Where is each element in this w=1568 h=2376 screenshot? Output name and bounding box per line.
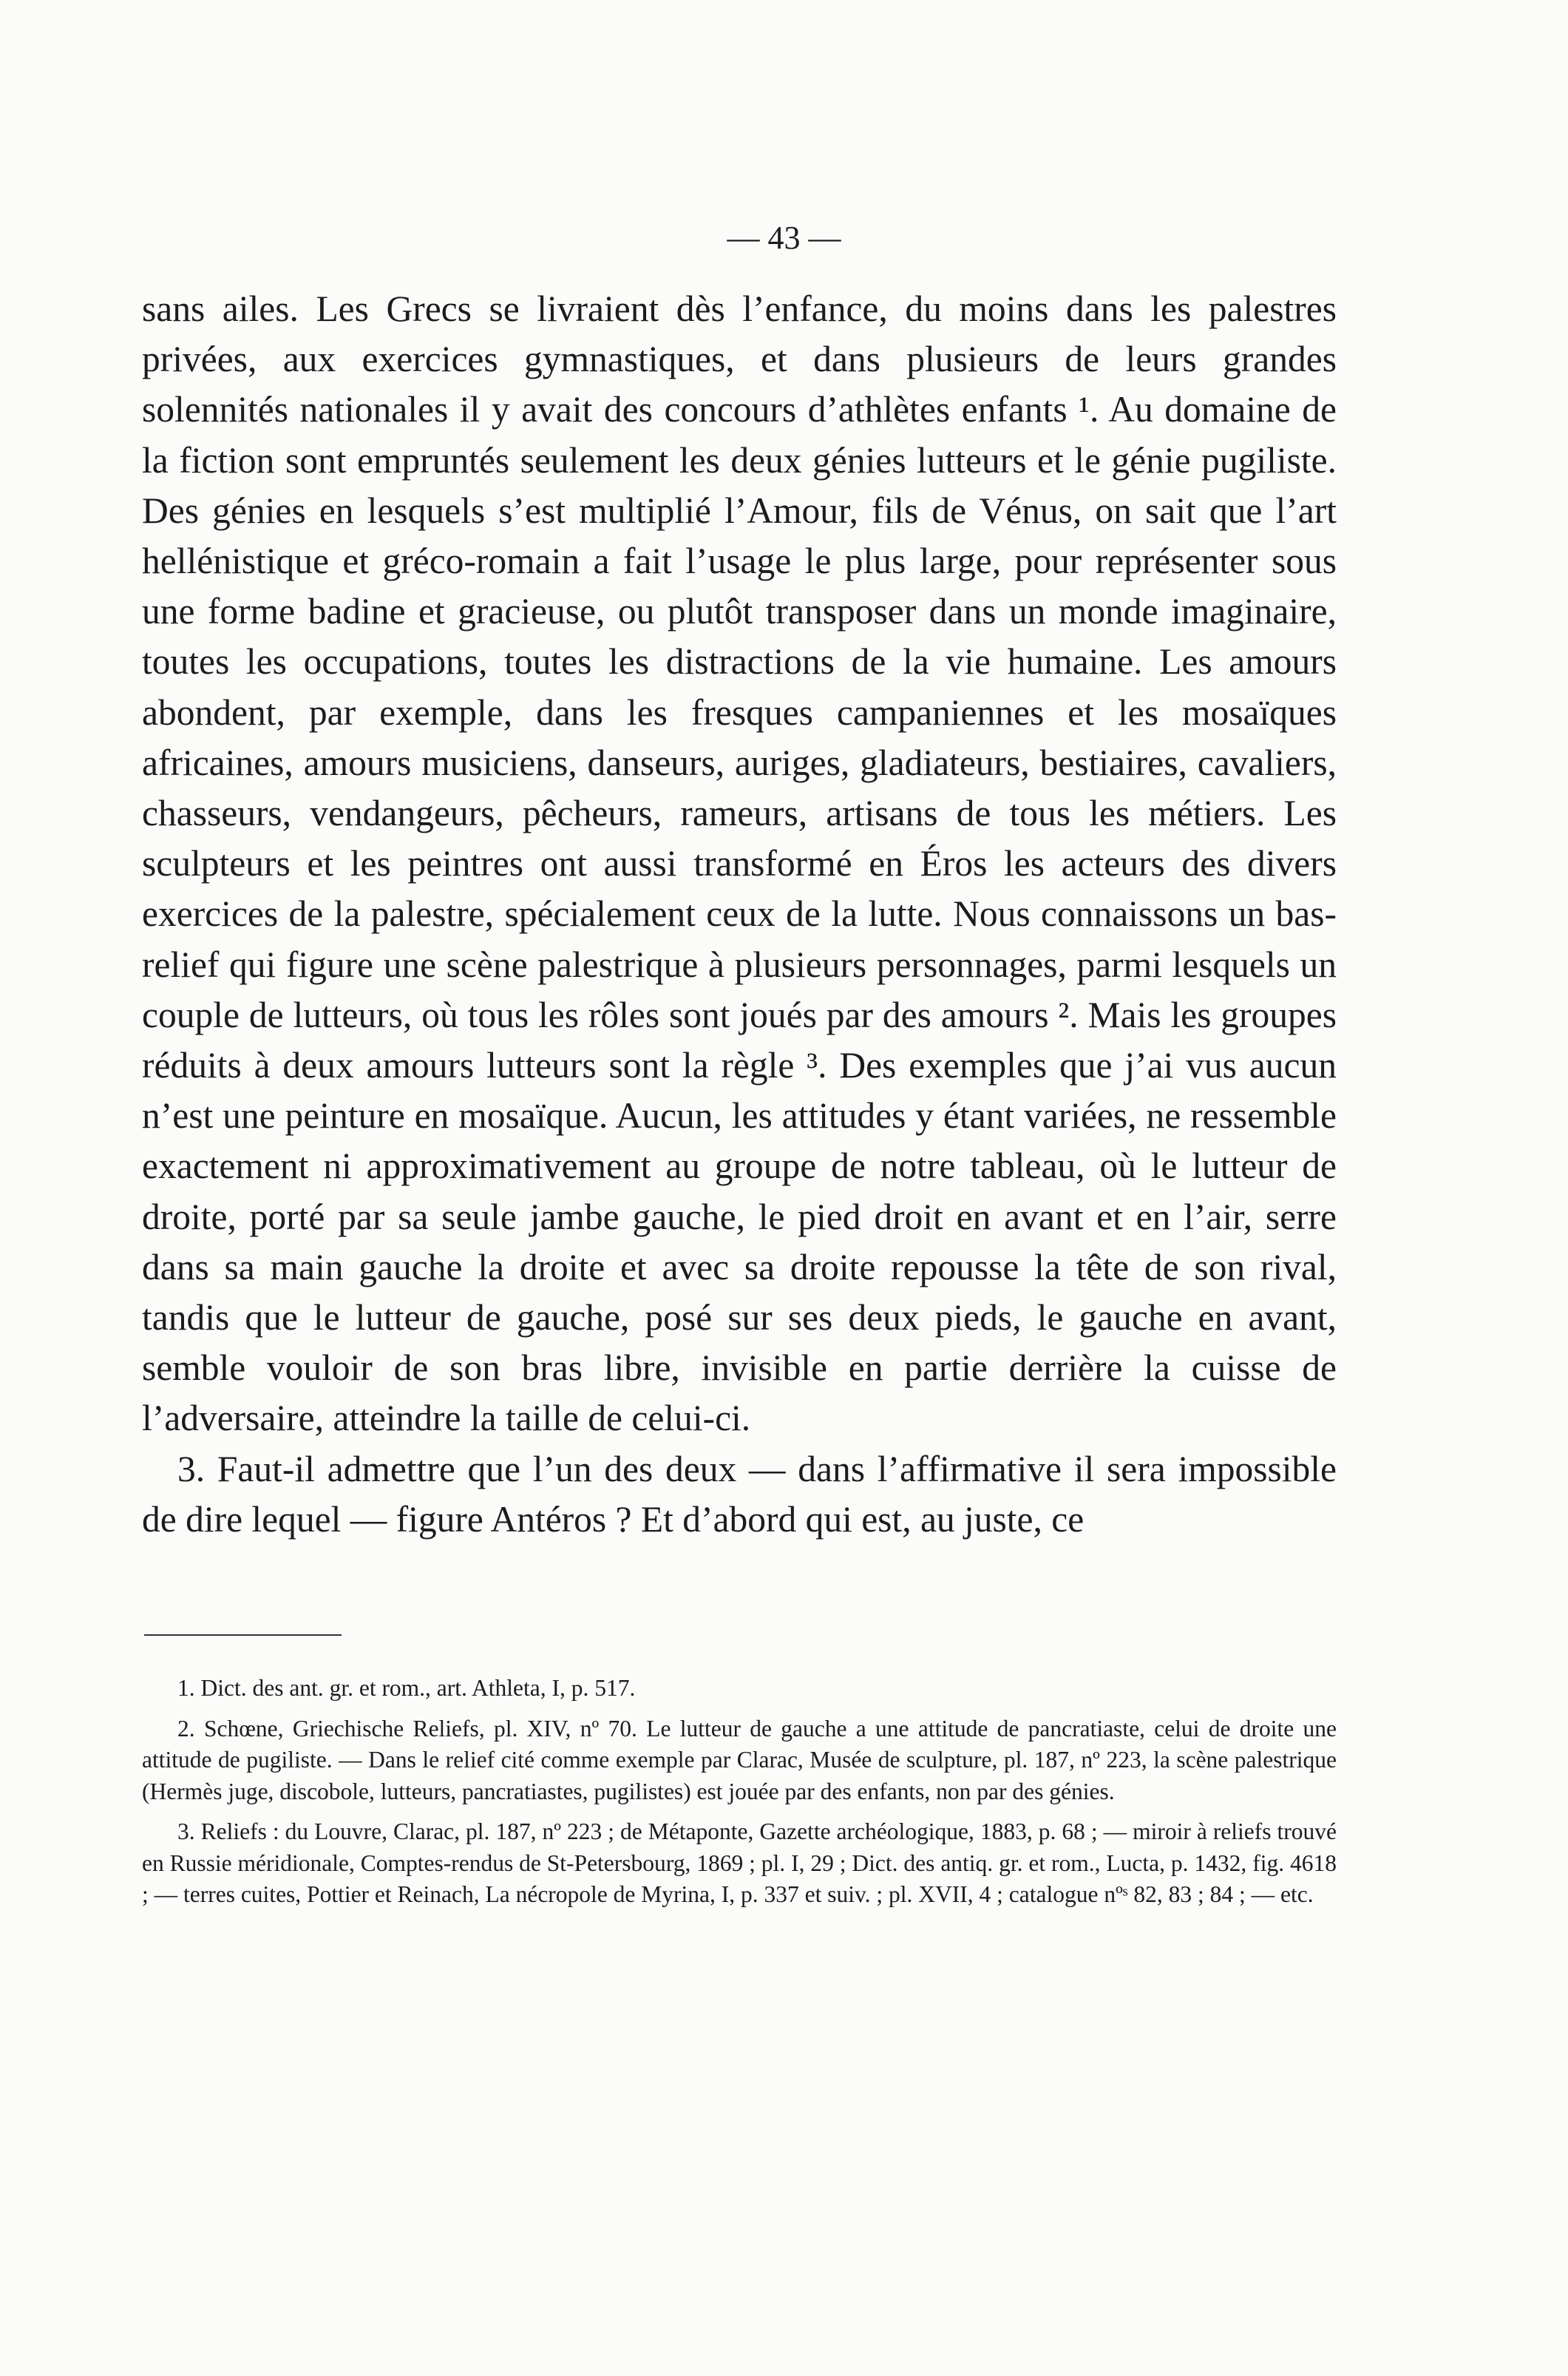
footnote bbox=[142, 1816, 1337, 1911]
footnote-separator bbox=[144, 1634, 342, 1636]
paragraph: sans ailes. Les Grecs se livraient dès l’enfance, du moins dans les palestres privées, aux exercices gymnastiques, et dans plusieurs de leurs grandes solennités nationales il y avait des concours d’athlètes enfants ¹. Au domaine de la fiction sont empruntés seulement les deux génies lutteurs et le génie pugiliste. Des génies en lesquels s’est multiplié l’Amour, fils de Vénus, on sait que l’art hellénistique et gréco-romain a fait l’usage le plus large, pour représenter sous une forme badine et gracieuse, ou plutôt transposer dans un monde imaginaire, toutes les occupations, toutes les distractions de la vie humaine. Les amours abondent, par exemple, dans les fresques campaniennes et les mosaïques africaines, amours musiciens, danseurs, auriges, gladiateurs, bestiaires, cavaliers, chasseurs, vendangeurs, pêcheurs, rameurs, artisans de tous les métiers. Les sculpteurs et les peintres ont aussi transformé en Éros les acteurs des divers exercices de la palestre, spécialement ceux de la lutte. Nous connaissons un bas-relief qui figure une scène palestrique à plusieurs personnages, parmi lesquels un couple de lutteurs, où tous les rôles sont joués par des amours ². Mais les groupes réduits à deux amours lutteurs sont la règle ³. Des exemples que j’ai vus aucun n’est une peinture en mosaïque. Aucun, les attitudes y étant variées, ne ressemble exactement ni approximativement au groupe de notre tableau, où le lutteur de droite, porté par sa seule jambe gauche, le pied droit en avant et en l’air, serre dans sa main gauche la droite et avec sa droite repousse la tête de son rival, tandis que le lutteur de gauche, posé sur ses deux pieds, le gauche en avant, semble vouloir de son bras libre, invisible en partie derrière la cuisse de l’adversaire, atteindre la taille de celui-ci. bbox=[142, 288, 1337, 1439]
footnote bbox=[142, 1673, 1337, 1705]
footnote-number: 3. bbox=[177, 1818, 195, 1844]
footnote-text: Schœne, Griechische Reliefs, pl. XIV, nº 70. Le lutteur de gauche a une attitude de pancratiaste, celui de droite une attitude de pugiliste. — Dans le relief cité comme exemple par Clarac, Musée de sculpture, pl. 187, nº 223, la scène palestrique (Hermès juge, discobole, lutteurs, pancratiastes, pugilistes) est jouée par des enfants, non par des génies. bbox=[142, 1715, 1337, 1804]
footnote-number: 2. bbox=[177, 1715, 195, 1742]
footnote bbox=[142, 1713, 1337, 1808]
body-text bbox=[142, 284, 1337, 1545]
footnote-text: Reliefs : du Louvre, Clarac, pl. 187, nº 223 ; de Métaponte, Gazette archéologique, 1883, p. 68 ; — miroir à reliefs trouvé en Russie méridionale, Comptes-rendus de St-Petersbourg, 1869 ; pl. I, 29 ; Dict. des antiq. gr. et rom., Lucta, p. 1432, fig. 4618 ; — terres cuites, Pottier et Reinach, La nécropole de Myrina, I, p. 337 et suiv. ; pl. XVII, 4 ; catalogue nºˢ 82, 83 ; 84 ; — etc. bbox=[142, 1818, 1337, 1907]
page-number: — 43 — bbox=[727, 220, 841, 256]
footnote-text: Dict. des ant. gr. et rom., art. Athleta, I, p. 517. bbox=[200, 1675, 636, 1701]
footnote-number: 1. bbox=[177, 1675, 195, 1701]
paragraph: 3. Faut-il admettre que l’un des deux — dans l’affirmative il sera impossible de dire lequel — figure Antéros ? Et d’abord qui est, au juste, ce bbox=[142, 1448, 1337, 1540]
footnotes bbox=[142, 1673, 1337, 1920]
